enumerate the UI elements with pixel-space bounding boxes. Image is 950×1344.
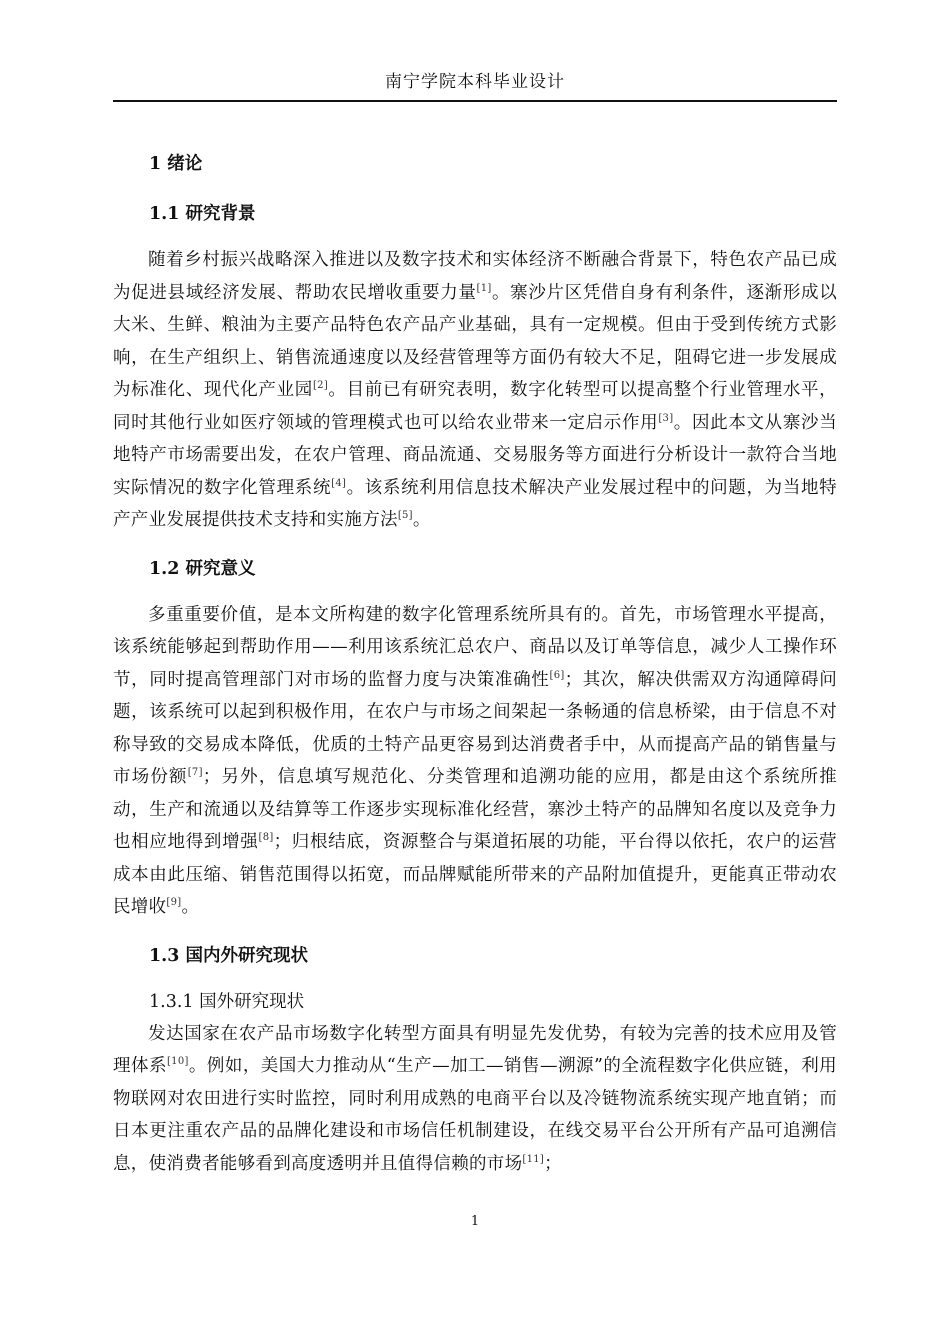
text-run: 多重重要价值，是本文所构建的数字化管理系统所具有的。首先，市场管理水平提高，该系统能够起到帮助作用——利用该系统汇总农户、商品以及订单等信息，减少人工操作环节，同时提高管理部门对市场的监督力度与决策准确性 bbox=[113, 604, 837, 690]
citation: [8] bbox=[258, 832, 274, 844]
running-header: 南宁学院本科毕业设计 bbox=[385, 72, 565, 92]
citation: [10] bbox=[166, 1056, 189, 1068]
text-run: ； bbox=[544, 1153, 562, 1174]
text-run: 随着乡村振兴战略深入推进以及数字技术和实体经济不断融合背景下，特色农产品已成为促进县域经济发展、帮助农民增收重要力量 bbox=[113, 250, 837, 303]
text-run: ；归根结底，资源整合与渠道拓展的功能，平台得以依托，农户的运营成本由此压缩、销售范围得以拓宽，而品牌赋能所带来的产品附加值提升，更能真正带动农民增收 bbox=[113, 832, 837, 917]
citation: [6] bbox=[549, 669, 565, 681]
citation: [7] bbox=[187, 767, 203, 779]
text-run: 发达国家在农产品市场数字化转型方面具有明显先发优势，有较为完善的技术应用及管理体系 bbox=[113, 1023, 837, 1076]
citation: [4] bbox=[331, 477, 347, 489]
paragraph-foreign-research bbox=[113, 1018, 837, 1181]
text-run: 。 bbox=[181, 897, 200, 917]
subsection-title-1-3-1: 1.3.1 国外研究现状 bbox=[149, 991, 305, 1012]
text-run: 。例如，美国大力推动从“生产—加工—销售—溯源”的全流程数字化供应链，利用物联网对农田进行实时监控，同时利用成熟的电商平台以及冷链物流系统实现产地直销；而日本更注重农产品的品牌化建设和市场信任机制建设，在线交易平台公开所有产品可追溯信息，使消费者能够看到高度透明并且值得信赖的市场 bbox=[113, 1056, 837, 1174]
text-run: 。 bbox=[412, 510, 431, 530]
header-rule bbox=[113, 100, 837, 102]
paragraph-significance bbox=[113, 599, 837, 924]
section-title-1-2: 1.2 研究意义 bbox=[149, 558, 256, 579]
section-title-1-1: 1.1 研究背景 bbox=[149, 204, 256, 224]
chapter-title: 1 绪论 bbox=[149, 154, 203, 174]
citation: [2] bbox=[312, 380, 329, 392]
text-run: ；其次，解决供需双方沟通障碍问题，该系统可以起到积极作用，在农户与市场之间架起一条畅通的信息桥梁，由于信息不对称导致的交易成本降低，优质的土特产品更容易到达消费者手中，从而提高产品的销售量与市场份额 bbox=[113, 669, 837, 787]
citation: [9] bbox=[166, 897, 182, 909]
text-run: ；另外，信息填写规范化、分类管理和追溯功能的应用，都是由这个系统所推动，生产和流通以及结算等工作逐步实现标准化经营，寨沙土特产的品牌知名度以及竞争力也相应地得到增强 bbox=[113, 767, 837, 852]
text-run: 。因此本文从寨沙当地特产市场需要出发，在农户管理、商品流通、交易服务等方面进行分析设计一款符合当地实际情况的数字化管理系统 bbox=[113, 412, 838, 498]
citation: [3] bbox=[658, 412, 674, 424]
citation: [11] bbox=[522, 1153, 545, 1165]
citation: [1] bbox=[476, 282, 492, 294]
document-body bbox=[113, 146, 837, 1194]
text-run: 。目前已有研究表明，数字化转型可以提高整个行业管理水平，同时其他行业如医疗领域的管理模式也可以给农业带来一定启示作用 bbox=[113, 380, 837, 433]
text-run: 。该系统利用信息技术解决产业发展过程中的问题，为当地特产产业发展提供技术支持和实施方法 bbox=[113, 477, 837, 530]
text-run: 。寨沙片区凭借自身有利条件，逐渐形成以大米、生鲜、粮油为主要产品特色农产品产业基础，具有一定规模。但由于受到传统方式影响，在生产组织上、销售流通速度以及经营管理等方面仍有较大不足，阻碍它进一步发展成为标准化、现代化产业园 bbox=[113, 282, 837, 400]
section-title-1-3: 1.3 国内外研究现状 bbox=[149, 945, 309, 966]
page-number: 1 bbox=[470, 1214, 480, 1229]
paragraph-background bbox=[113, 244, 837, 537]
citation: [5] bbox=[397, 510, 413, 522]
